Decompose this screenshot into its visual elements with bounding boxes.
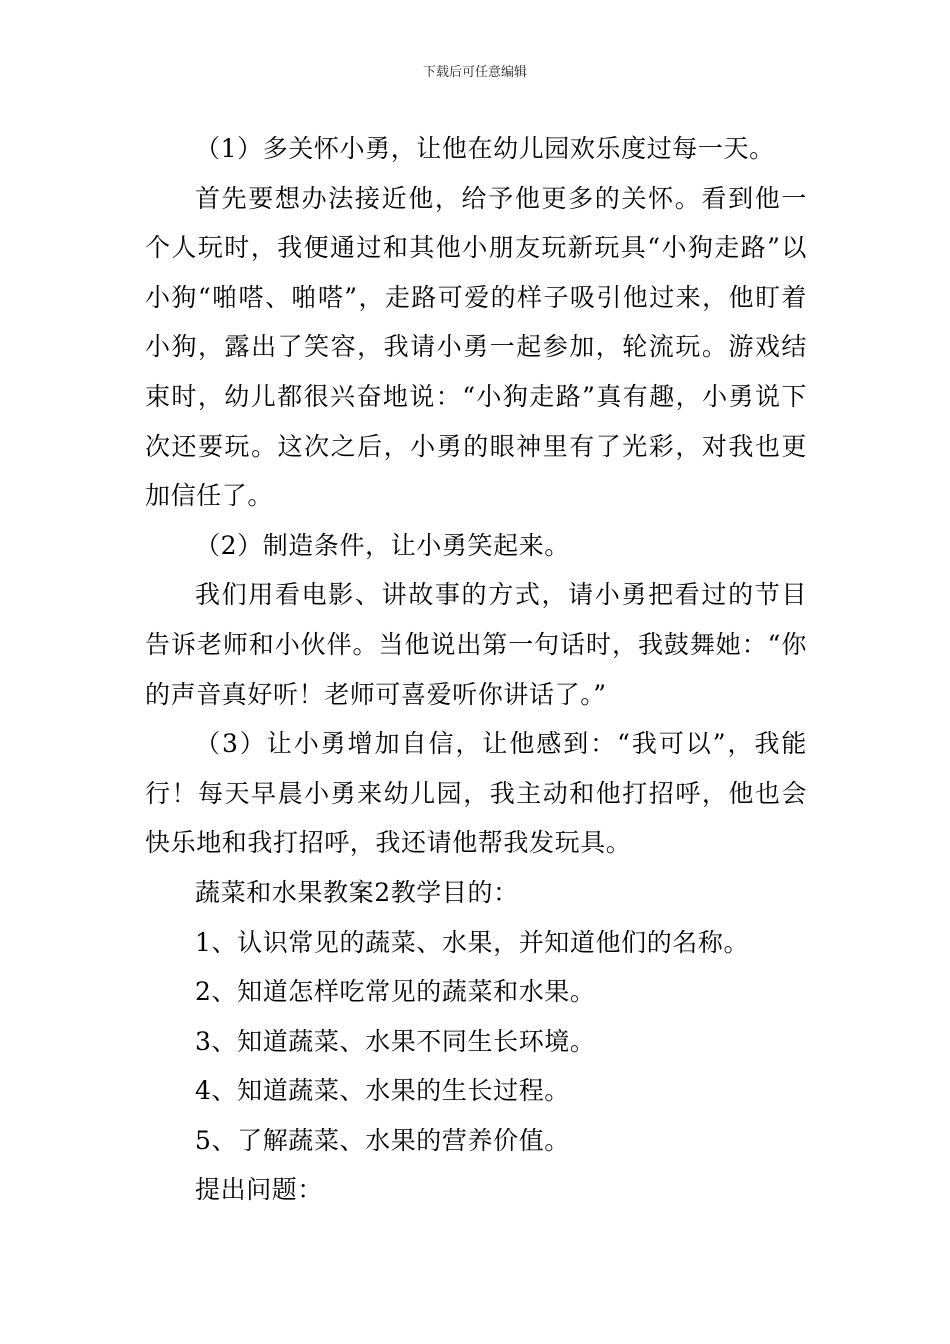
paragraph-conditions-body: 我们用看电影、讲故事的方式，请小勇把看过的节目告诉老师和小伙伴。当他说出第一句话时，我鼓舞她：“你的声音真好听！老师可喜爱听你讲话了。” [145, 580, 807, 709]
paragraph-conditions-heading: （2）制造条件，让小勇笑起来。 [195, 530, 570, 560]
paragraph-care-heading: （1）多关怀小勇，让他在幼儿园欢乐度过每一天。 [195, 134, 775, 163]
goal-item-1: 1、认识常见的蔬菜、水果，并知道他们的名称。 [195, 927, 750, 957]
goal-item-4: 4、知道蔬菜、水果的生长过程。 [195, 1076, 570, 1106]
lesson-plan-title: 蔬菜和水果教案2教学目的： [195, 877, 519, 907]
paragraph-confidence: （3）让小勇增加自信，让他感到：“我可以”，我能行！每天早晨小勇来幼儿园，我主动和他打招呼，他也会快乐地和我打招呼，我还请他帮我发玩具。 [145, 729, 807, 858]
goal-item-5: 5、了解蔬菜、水果的营养价值。 [195, 1125, 570, 1155]
goal-item-2: 2、知道怎样吃常见的蔬菜和水果。 [195, 977, 596, 1007]
goal-item-3: 3、知道蔬菜、水果不同生长环境。 [195, 1026, 596, 1056]
questions-heading: 提出问题： [195, 1175, 324, 1205]
page-header: 下载后可任意编辑 [422, 65, 527, 80]
paragraph-care-body: 首先要想办法接近他，给予他更多的关怀。看到他一个人玩时，我便通过和其他小朋友玩新玩具“小狗走路”以小狗“啪嗒、啪嗒”，走路可爱的样子吸引他过来，他盯着小狗，露出了笑容，我请小勇一起参加，轮流玩。游戏结束时，幼儿都很兴奋地说：“小狗走路”真有趣，小勇说下次还要玩。这次之后，小勇的眼神里有了光彩，对我也更加信任了。 [145, 183, 807, 511]
document-body [145, 124, 807, 1215]
